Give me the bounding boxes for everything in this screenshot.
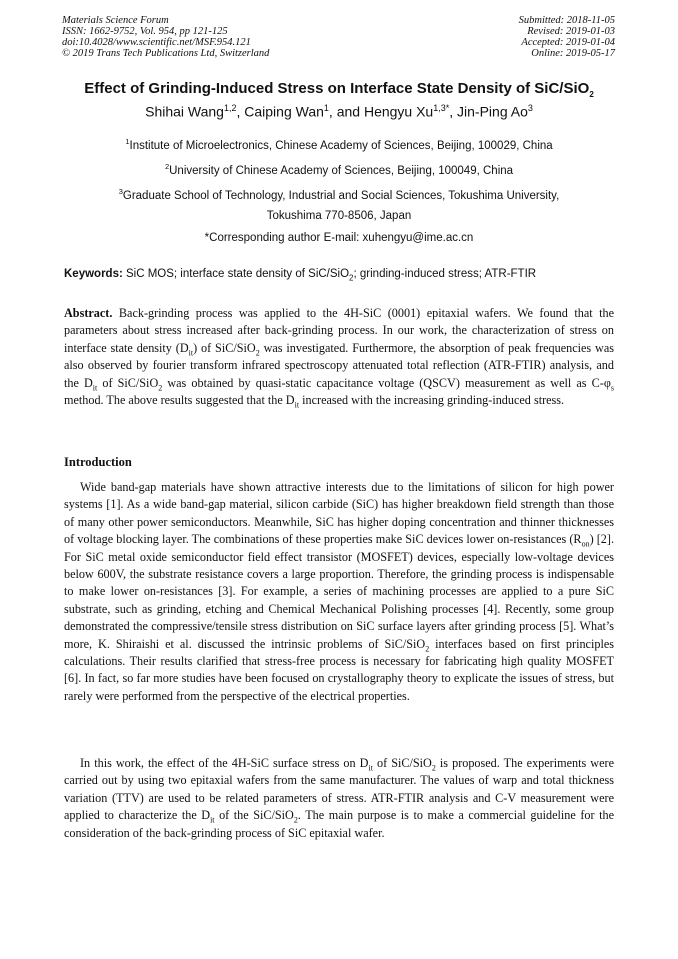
intro-paragraph-2 (64, 755, 614, 842)
affiliation-line (0, 182, 678, 206)
paragraph-text: ) [2]. For SiC metal oxide semiconductor field effect transistor (MOSFET) devices, especially low-voltage devices below 600V, the substrate resistance covers a large proportion. Therefore, the grinding process is indispensable to make lower on-resistances [3]. For example, a series of machining processes are applied to a pure SiC substrate, such as grinding, etching and Chemical Mechanical Polishing processes [4]. Recently, some group demonstrated the compressive/tensile stress distribution on SiC surface layers after grinding process [5]. What’s more, K. Shiraishi et al. discussed the intrinsic problems of SiC/SiO (64, 532, 614, 651)
intro-paragraph-1 (64, 479, 614, 705)
subscript: 2 (158, 383, 163, 393)
subscript: 2 (293, 815, 298, 825)
author-name: Hengyu Xu (363, 103, 434, 120)
journal-info (62, 15, 269, 59)
abstract-text: method. The above results suggested that the D (64, 393, 295, 408)
abstract-text: of SiC/SiO (97, 375, 159, 390)
subscript: 2 (425, 644, 430, 654)
keywords-text: ; grinding-induced stress; ATR-FTIR (353, 268, 537, 280)
abstract-text: ) of SiC/SiO (193, 340, 256, 355)
affiliation-mark: 1 (125, 137, 130, 146)
subscript: 2 (255, 348, 260, 358)
subscript: on (581, 539, 590, 549)
subscript: it (210, 815, 215, 825)
affiliation-1 (0, 132, 678, 156)
keywords (64, 268, 616, 283)
paragraph-text: is proposed. The experiments were carried out by using two epitaxial wafers from the same manufacturer. The values of warp and total thickness variation (TTV) are used to be related parameters of stress. ATR-FTIR analysis and C-V measurement were applied to characterize the D (64, 756, 614, 823)
journal-copyright: © 2019 Trans Tech Publications Ltd, Switzerland (62, 48, 270, 59)
subscript: it (368, 763, 373, 773)
affiliation-text: University of Chinese Academy of Sciences, Beijing, 100049, China (169, 164, 514, 177)
title-subscript: 2 (589, 90, 594, 99)
date-revised: Revised: 2019-01-03 (527, 26, 615, 37)
author-affil-mark: 1 (323, 103, 329, 113)
subscript: it (294, 400, 300, 410)
author-affil-mark: 1,3* (433, 103, 450, 113)
abstract-label: Abstract. (64, 306, 113, 320)
paragraph-text: of the SiC/SiO (214, 808, 294, 823)
author-name: Shihai Wang (145, 103, 224, 120)
affiliation-text: Graduate School of Technology, Industrial and Social Sciences, Tokushima University, (122, 189, 560, 202)
paragraph-text: interfaces based on first principles calculations. Their results clarified that stress-free process is necessary for fabricating high quality MOSFET [6]. In fact, so far more studies have been focused on crystallography theory to explicate the issues of stress, but rarely were performed from the perspective of the electrical properties. (64, 636, 614, 703)
journal-name: Materials Science Forum (62, 15, 169, 26)
paragraph-text: of SiC/SiO (372, 756, 432, 770)
author-separator: , (449, 103, 458, 120)
date-online: Online: 2019-05-17 (531, 48, 615, 59)
journal-doi: doi:10.4028/www.scientific.net/MSF.954.121 (62, 37, 251, 48)
title-text: Effect of Grinding-Induced Stress on Interface State Density of SiC/SiO (84, 80, 590, 97)
subscript: 2 (431, 763, 436, 773)
author-affil-mark: 3 (527, 103, 533, 113)
paragraph-text: Wide band-gap materials have shown attractive interests due to the limitations of silicon for high power systems [1]. As a wide band-gap material, silicon carbide (SiC) has higher breakdown field strength than those of many other power semiconductors. Meanwhile, SiC has higher doping concentration and thinner thicknesses of voltage blocking layer. The combinations of these properties make SiC devices lower on-resistances (R (64, 480, 614, 547)
abstract-text: was investigated. Furthermore, the absorption of peak frequencies was also observed by fourier transform infrared spectroscopy attenuated total reflection (ATR-FTIR) analysis, and the D (64, 340, 615, 390)
subscript: it (92, 383, 98, 393)
affiliation-line: Tokushima 770-8506, Japan (266, 209, 412, 222)
subscript: it (188, 348, 194, 358)
publication-dates (519, 15, 615, 59)
affiliation-3 (0, 182, 678, 226)
author-affil-mark: 1,2 (223, 103, 237, 113)
abstract-text: increased with the increasing grinding-induced stress. (299, 393, 565, 408)
paragraph-text: . The main purpose is to make a commercial guideline for the consideration of the back-grinding process of SiC epitaxial wafer. (64, 808, 614, 840)
author-name: Jin-Ping Ao (457, 103, 528, 120)
author-name: Caiping Wan (244, 103, 324, 120)
keywords-label: Keywords: (64, 268, 123, 280)
date-submitted: Submitted: 2018-11-05 (518, 15, 615, 26)
abstract-text: Back-grinding process was applied to the 4H-SiC (0001) epitaxial wafers. We found that the parameters about stress increased after back-grinding process. In our work, the characterization of stress on interface state density (D (64, 306, 614, 355)
affiliation-mark: 2 (164, 162, 170, 171)
affiliation-2 (0, 157, 678, 181)
keywords-text: SiC MOS; interface state density of SiC/SiO (122, 268, 350, 280)
paper-title (0, 80, 678, 97)
author-separator: , and (328, 103, 364, 120)
abstract-text: was obtained by quasi-static capacitance voltage (QSCV) measurement as well as C-φ (162, 375, 611, 390)
author-list (0, 103, 678, 120)
affiliation-mark: 3 (118, 187, 123, 196)
subscript: s (610, 383, 614, 393)
journal-issn: ISSN: 1662-9752, Vol. 954, pp 121-125 (62, 26, 228, 37)
date-accepted: Accepted: 2019-01-04 (521, 37, 615, 48)
keywords-subscript: 2 (349, 273, 354, 283)
author-separator: , (236, 103, 245, 120)
abstract (64, 305, 614, 409)
corresponding-author: *Corresponding author E-mail: xuhengyu@ime.ac.cn (204, 232, 474, 244)
paragraph-text: In this work, the effect of the 4H-SiC surface stress on D (80, 756, 369, 770)
section-heading-introduction: Introduction (64, 455, 132, 469)
affiliation-text: Institute of Microelectronics, Chinese Academy of Sciences, Beijing, 100029, China (129, 139, 553, 152)
